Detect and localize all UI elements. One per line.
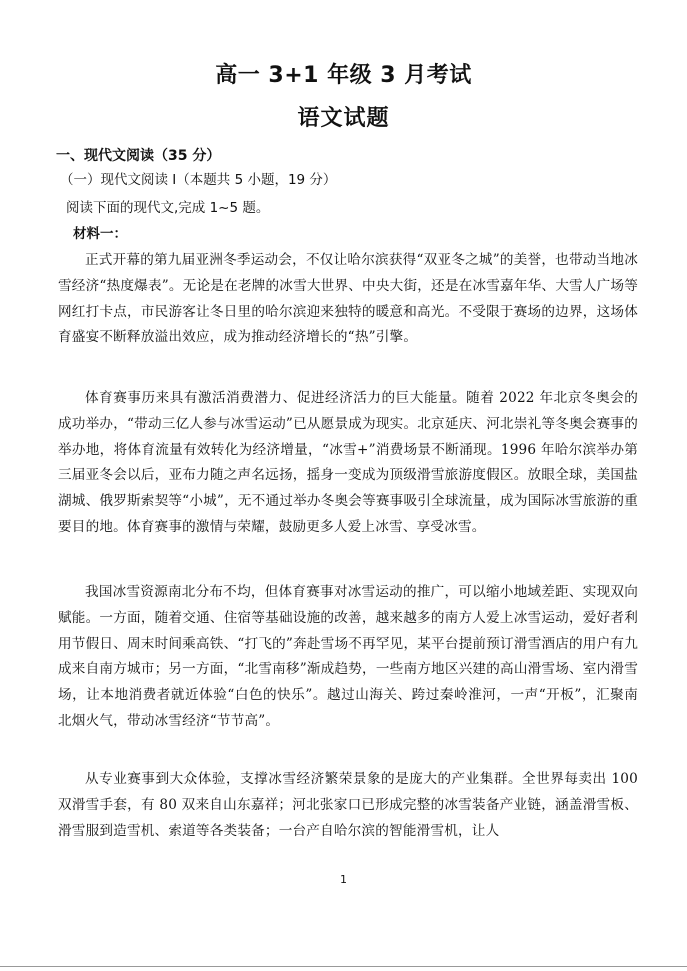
exam-subject-title: 语文试题 [297, 106, 390, 131]
sub-section-heading: （一）现代文阅读 I（本题共 5 小题，19 分） [60, 172, 337, 188]
paragraph-1: 正式开幕的第九届亚洲冬季运动会，不仅让哈尔滨获得“双亚冬之城”的美誉，也带动当地冰雪经济“热度爆表”。无论是在老牌的冰雪大世界、中央大街，还是在冰雪嘉年华、大雪人广场等网红打卡点，市民游客让冬日里的哈尔滨迎来独特的暖意和高光。不受限于赛场的边界，这场体育盛宴不断释放溢出效应，成为推动经济增长的“热”引擎。 [58, 252, 638, 346]
paragraph-3: 我国冰雪资源南北分布不均，但体育赛事对冰雪运动的推广，可以缩小地域差距、实现双向赋能。一方面，随着交通、住宿等基础设施的改善，越来越多的南方人爱上冰雪运动，爱好者利用节假日、周末时间乘高铁、“打飞的”奔赴雪场不再罕见，某平台提前预订滑雪酒店的用户有九成来自南方城市；另一方面，“北雪南移”渐成趋势，一些南方地区兴建的高山滑雪场、室内滑雪场，让本地消费者就近体验“白色的快乐”。越过山海关、跨过秦岭淮河，一声“开板”，汇聚南北烟火气，带动冰雪经济“节节高”。 [58, 584, 638, 729]
section-heading: 一、现代文阅读（35 分） [56, 148, 221, 164]
page-number: 1 [340, 873, 347, 886]
paragraph-4: 从专业赛事到大众体验，支撑冰雪经济繁荣景象的是庞大的产业集群。全世界每卖出 100 双滑雪手套，有 80 双来自山东嘉祥；河北张家口已形成完整的冰雪装备产业链，涵盖滑雪板、滑雪服到造雪机、索道等各类装备；一台产自哈尔滨的智能滑雪机，让人 [58, 771, 638, 839]
exam-title: 高一 3+1 年级 3 月考试 [215, 63, 472, 88]
reading-instruction: 阅读下面的现代文,完成 1~5 题。 [66, 200, 270, 216]
page-bottom-divider [0, 966, 687, 967]
paragraph-2: 体育赛事历来具有激活消费潜力、促进经济活力的巨大能量。随着 2022 年北京冬奥会的成功举办，“带动三亿人参与冰雪运动”已从愿景成为现实。北京延庆、河北崇礼等冬奥会赛事的举办地，将体育流量有效转化为经济增量，“冰雪+”消费场景不断涌现。1996 年哈尔滨举办第三届亚冬会以后，亚布力随之声名远扬，摇身一变成为顶级滑雪旅游度假区。放眼全球，美国盐湖城、俄罗斯索契等“小城”，无不通过举办冬奥会等赛事吸引全球流量，成为国际冰雪旅游的重要目的地。体育赛事的激情与荣耀，鼓励更多人爱上冰雪、享受冰雪。 [58, 390, 638, 535]
material-label: 材料一： [73, 226, 127, 242]
